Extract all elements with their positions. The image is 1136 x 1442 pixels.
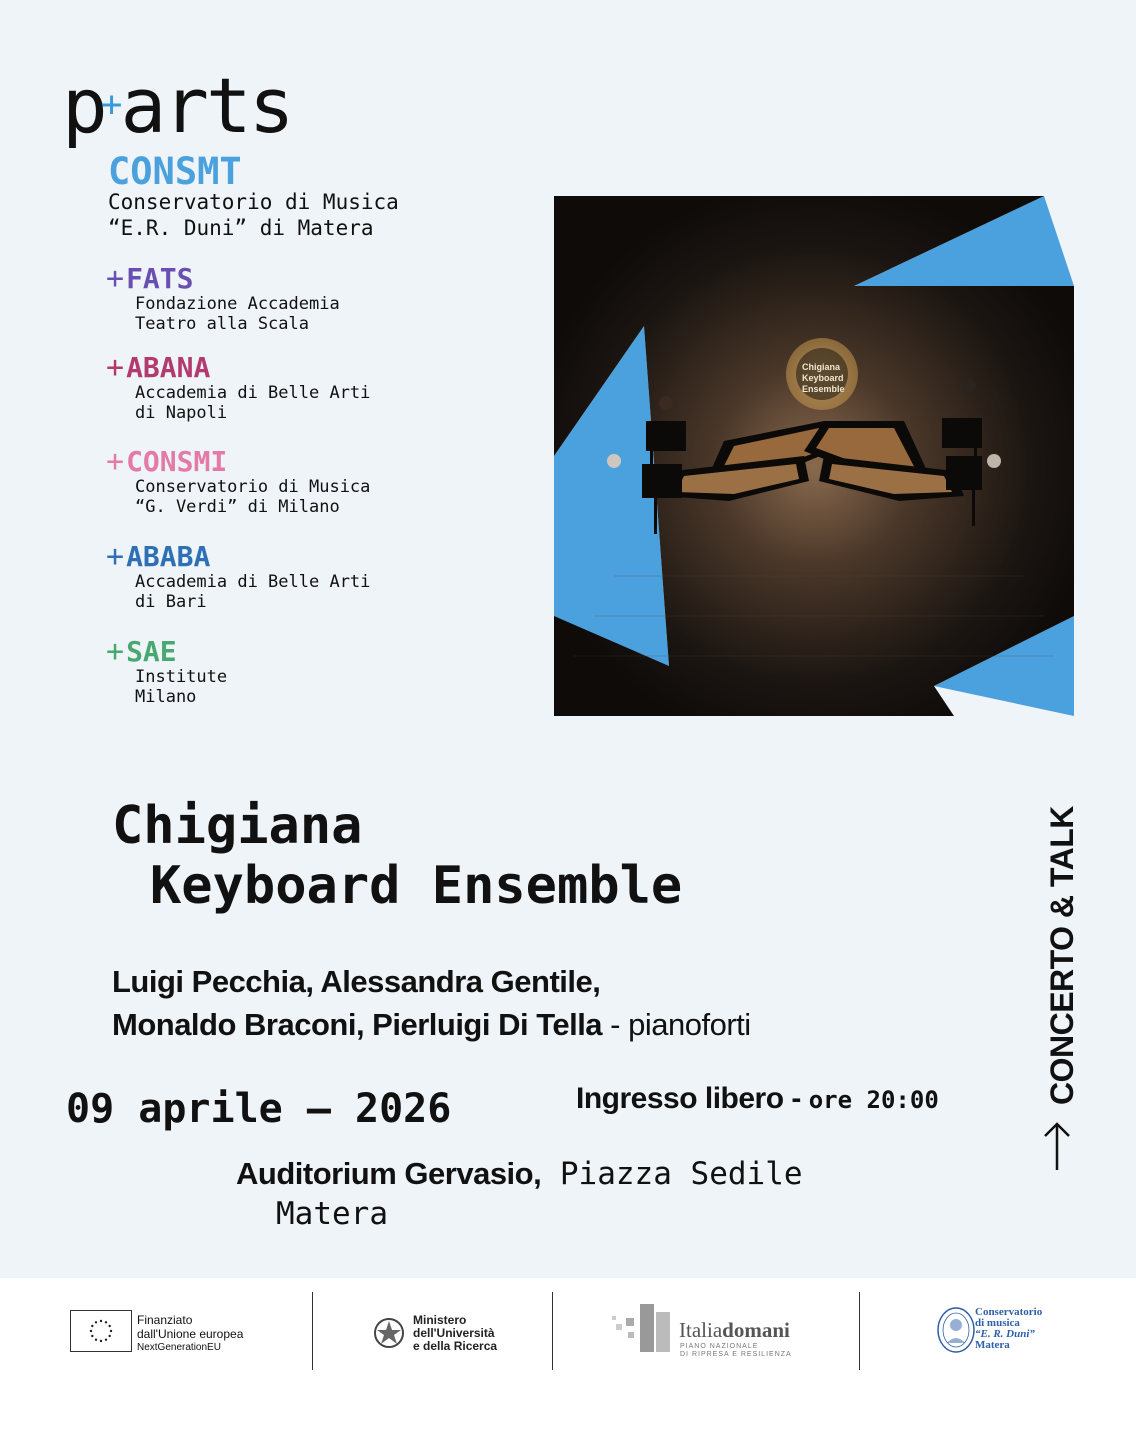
venue — [236, 1154, 803, 1234]
eu-line2: dall'Unione europea — [137, 1327, 244, 1341]
footer-divider — [552, 1292, 553, 1370]
institution-desc-line1: Institute — [135, 667, 228, 687]
institution-desc-line2: “G. Verdi” di Milano — [135, 497, 340, 517]
category-label: CONCERTO & TALK — [1044, 806, 1080, 1105]
plus-icon: + — [106, 539, 125, 574]
performers-line2: Monaldo Braconi, Pierluigi Di Tella — [112, 1007, 603, 1042]
institution-fats — [106, 261, 340, 334]
ensemble-badge — [786, 338, 858, 410]
italiadomani-text — [679, 1318, 790, 1343]
venue-address: Piazza Sedile — [541, 1156, 803, 1192]
institution-desc-line1: Accademia di Belle Arti — [135, 572, 371, 592]
consmt-desc-line1: Conservatorio di Musica — [108, 190, 399, 214]
institution-name: ABANA — [126, 351, 211, 384]
institution-desc-line2: Milano — [135, 687, 197, 707]
event-title — [112, 796, 682, 916]
mur-line1: Ministero — [413, 1313, 467, 1327]
cons-line3: “E. R. Duni” — [975, 1328, 1035, 1340]
cons-line2: di musica — [975, 1317, 1020, 1329]
institution-name: FATS — [126, 262, 194, 295]
eu-line3: NextGenerationEU — [137, 1342, 221, 1353]
parts-logo — [62, 61, 292, 151]
eu-funding-text — [137, 1313, 243, 1355]
ministry-text — [413, 1314, 497, 1353]
entry-info — [576, 1082, 939, 1116]
institution-desc-line2: Teatro alla Scala — [135, 314, 309, 334]
arrow-up-icon — [1042, 1120, 1072, 1172]
footer-divider — [859, 1292, 860, 1370]
sponsor-footer — [0, 1278, 1136, 1442]
cons-line1: Conservatorio — [975, 1306, 1043, 1318]
performers-line1: Luigi Pecchia, Alessandra Gentile, — [112, 964, 601, 999]
consmt-description — [108, 189, 399, 241]
italiadomani-logo-icon — [610, 1302, 674, 1354]
entry-time: ore 20:00 — [808, 1086, 939, 1114]
performers-role: - pianoforti — [602, 1007, 751, 1042]
institution-name: CONSMI — [126, 445, 228, 478]
badge-line3: Ensemble — [802, 384, 845, 394]
badge-line2: Keyboard — [802, 373, 844, 383]
institution-name: ABABA — [126, 540, 211, 573]
plus-icon: + — [106, 634, 125, 669]
mur-line2: dell'Università — [413, 1326, 495, 1340]
venue-city: Matera — [276, 1196, 388, 1232]
institution-sae — [106, 634, 228, 707]
institution-desc-line2: di Napoli — [135, 403, 228, 423]
italian-emblem-icon — [372, 1313, 406, 1351]
institution-name: SAE — [126, 635, 177, 668]
logo-p: p — [62, 61, 105, 150]
eu-flag-icon — [70, 1310, 132, 1352]
badge-line1: Chigiana — [802, 362, 841, 372]
consmt-desc-line2: “E.R. Duni” di Matera — [108, 216, 374, 240]
cons-line4: Matera — [975, 1339, 1010, 1351]
consmt-title: CONSMT — [108, 150, 242, 193]
plus-icon: + — [106, 350, 125, 385]
mur-line3: e della Ricerca — [413, 1339, 498, 1353]
italia-b: domani — [722, 1318, 790, 1342]
italia-a: Italia — [679, 1318, 723, 1342]
event-title-line1: Chigiana — [112, 796, 363, 856]
italiadomani-subtitle — [680, 1343, 792, 1359]
institution-abana — [106, 350, 371, 423]
italia-sub1: PIANO NAZIONALE — [680, 1343, 759, 1350]
event-title-line2: Keyboard Ensemble — [150, 856, 683, 916]
plus-icon: + — [106, 444, 125, 479]
eu-line1: Finanziato — [137, 1313, 193, 1327]
institution-ababa — [106, 539, 371, 612]
institution-desc-line1: Fondazione Accademia — [135, 294, 340, 314]
italia-sub2: DI RIPRESA E RESILIENZA — [680, 1351, 792, 1358]
institution-consmi — [106, 444, 371, 517]
concert-photo — [554, 196, 1074, 716]
venue-name: Auditorium Gervasio, — [236, 1156, 542, 1191]
performers — [112, 960, 751, 1046]
event-date: 09 aprile — 2026 — [66, 1086, 452, 1132]
institution-desc-line1: Accademia di Belle Arti — [135, 383, 371, 403]
conservatory-emblem-icon — [936, 1305, 976, 1355]
conservatory-text — [975, 1307, 1042, 1351]
footer-divider — [312, 1292, 313, 1370]
logo-arts: arts — [120, 61, 292, 150]
plus-icon: + — [106, 261, 125, 296]
entry-label: Ingresso libero - — [576, 1082, 809, 1115]
institution-desc-line2: di Bari — [135, 592, 207, 612]
logo-plus: + — [100, 84, 123, 125]
institution-desc-line1: Conservatorio di Musica — [135, 477, 371, 497]
